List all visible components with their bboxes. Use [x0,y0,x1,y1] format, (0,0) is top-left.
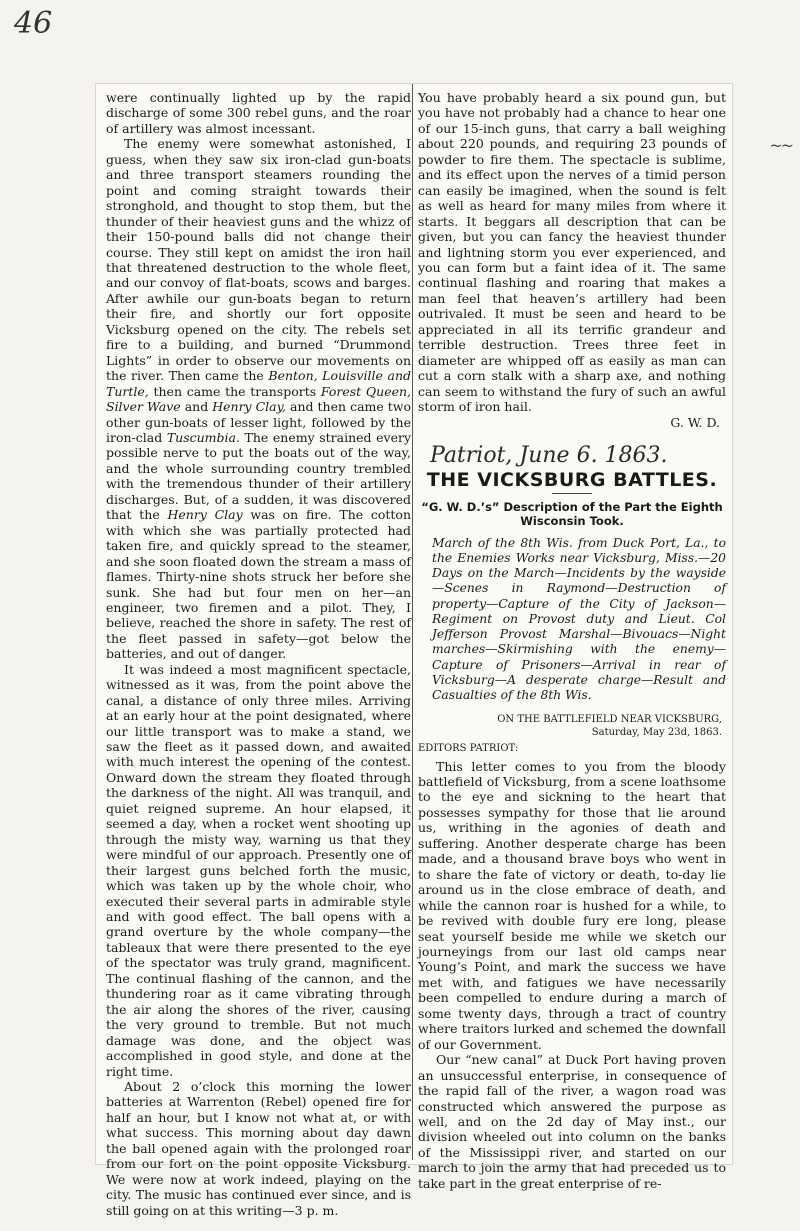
paragraph: This letter comes to you from the bloody battlefield of Vicksburg, from a scene loathsome to the eye and sickning to the heart that possesses sympathy for those that lie around us, writhing in the agonies of death and suffering. Another desperate charge has been made, and a thousand brave boys who went in to share the fate of victory or death, to-day lie around us in the close embrace of death, and while the cannon roar is hushed for a while, to be revived with double fury ere long, please seat yourself beside me while we sketch our journeyings from our last old camps near Young’s Point, and mark the success we have met with, and fatigues we have necessarily been compelled to endure during a march of some twenty days, through a tract of country where traitors lurked and schemed the downfall of our Government. [418,758,726,1052]
handwritten-note: Patriot, June 6. 1863. [430,442,668,468]
right-column [418,90,726,1191]
article-summary: March of the 8th Wis. from Duck Port, La., to the Enemies Works near Vicksburg, Miss.—20 Days on the March—Incidents by the wayside—Scenes in Raymond—Destruction of property—Capture of the City of Jackson—Regiment on Provost duty and Lieut. Col Jefferson Provost Marshal—Bivouacs—Night marches—Skirmishing with the enemy—Capture of Prisoners—Arrival in rear of Vicksburg—A desperate charge—Result and Casualties of the 8th Wis. [432,535,726,702]
paragraph: About 2 o’clock this morning the lower batteries at Warrenton (Rebel) opened fire for half an hour, but I know not what at, or with what success. This morning about day dawn the ball opened again with the prolonged roar from our fort on the point opposite Vicksburg. We were now at work indeed, playing on the city. The music has continued ever since, and is still going on at this writing—3 p. m. [106,1079,411,1218]
left-column [106,90,411,1218]
paragraph: The enemy were somewhat astonished, I guess, when they saw six iron-clad gun-boats and three transport steamers rounding the point and coming straight towards their stronghold, and thought to stop them, but the thunder of their heaviest guns and the whizz of their 150-pound balls did not change their course. They still kept on amidst the iron hail that threatened destruction to the whole fleet, and our convoy of flat-boats, scows and barges. After awhile our gun-boats began to return their fire, and shortly our fort opposite Vicksburg opened on the city. The rebels set fire to a building, and burned “Drummond Lights” in order to observe our movements on the river. Then came the Benton, Louisville and Turtle, then came the transports Forest Queen, Silver Wave and Henry Clay, and then came two other gun-boats of lesser light, followed by the iron-clad Tuscumbia. The enemy strained every possible nerve to put the boats out of the way, and the whole surrounding country trembled with the tremendous thunder of their artillery discharges. But, of a sudden, it was discovered that the Henry Clay was on fire. The cotton with which she was partially protected had taken fire, and quickly spread to the steamer, and she soon floated down the stream a mass of flames. Thirty-nine shots struck her before she sunk. She had but four men on her—an engineer, two firemen and a pilot. They, I believe, reached the shore in safety. The rest of the fleet passed in safety—got below the batteries, and out of danger. [106,136,412,662]
divider-rule [552,493,592,494]
paragraph: It was indeed a most magnificent spectacle, witnessed as it was, from the point above the canal, a distance of only three miles. Arriving at an early hour at the point designated, where our little transport was to make a stand, we saw the fleet as it passed down, and awaited with much interest the opening of the contest. Onward down the stream they floated through the darkness of the night. All was tranquil, and quiet reigned supreme. An hour elapsed, it seemed a day, when a rocket went shooting up through the misty way, warning us that they were mindful of our approach. Presently one of their largest guns belched forth the music, which was taken up by the whole choir, who executed their several parts in admirable style and with good effect. The ball opens with a grand overture by the whole company—the tableaux that were there presented to the eye of the spectator was truly grand, magnificent. The continual flashing of the cannon, and the thundering roar as it came vibrating through the air along the shores of the river, causing the very ground to tremble. But not much damage was done, and the object was accomplished in good style, and done at the right time. [106,661,411,1079]
signature: G. W. D. [670,414,720,430]
paragraph: Our “new canal” at Duck Port having proven an unsuccessful enterprise, in consequence of the rapid fall of the river, a wagon road was constructed which answered the purpose as well, and on the 2d day of May inst., our division wheeled out into column on the banks of the Mississippi river, and started on our march to join the army that had preceded us to take part in the great enterprise of re- [418,1052,726,1191]
newspaper-clipping [96,84,732,1218]
margin-mark: ~~ [769,136,792,155]
article-subhead: “G. W. D.’s” Description of the Part the Eighth Wisconsin Took. [421,499,723,528]
paragraph: were continually lighted up by the rapid discharge of some 300 rebel guns, and the roar of artillery was almost incessant. [106,90,411,136]
article-headline: THE VICKSBURG BATTLES. [426,469,718,492]
paragraph: You have probably heard a six pound gun, but you have not probably had a chance to hear one of our 15-inch guns, that carry a ball weighing about 220 pounds, and requiring 23 pounds of powder to fire them. The spectacle is sublime, and its effect upon the nerves of a timid person can easily be imagined, when the sound is felt as well as heard for many miles from where it starts. It beggars all description that can be given, but you can fancy the heaviest thunder and lightning storm you ever experienced, and you can form but a faint idea of it. The same continual flashing and roaring that makes a man feel that heaven’s artillery had been outrivaled. It must be seen and heard to be appreciated in all its terrific grandeur and terrible destruction. Trees three feet in diameter are whipped off as easily as man can cut a corn stalk with a sharp axe, and nothing can seem to withstand the fury of such an awful storm of iron hail. [418,90,726,415]
column-divider [412,84,413,1160]
salutation: EDITORS PATRIOT: [418,743,519,755]
dateline: ON THE BATTLEFIELD NEAR VICKSBURG, Saturday, May 23d, 1863. [497,714,722,739]
page-number: 46 [14,6,53,41]
